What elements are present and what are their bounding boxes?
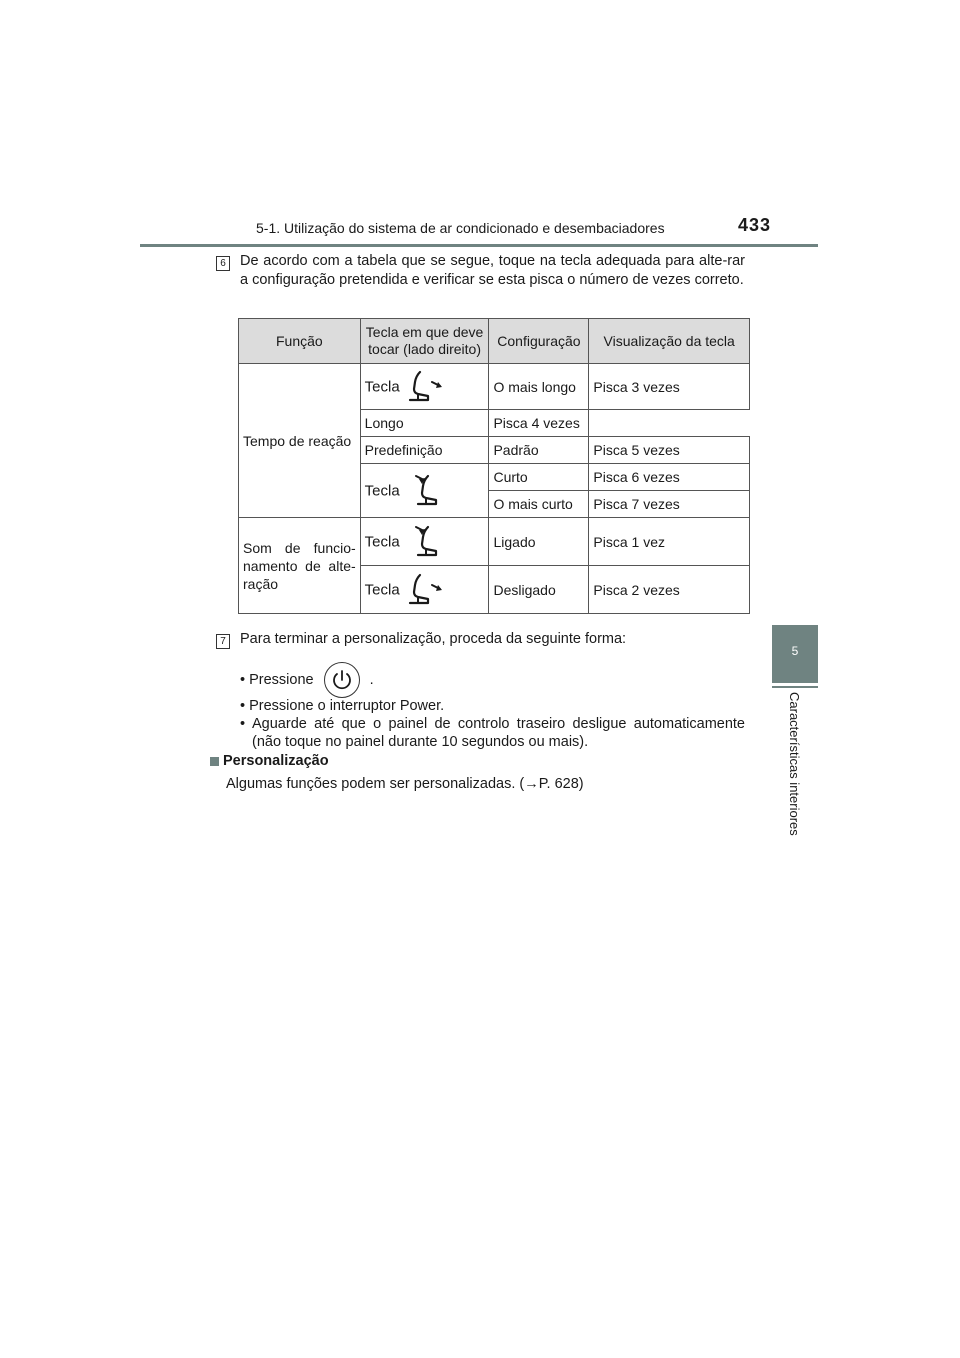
header-rule	[140, 244, 818, 247]
chapter-label: Características interiores	[787, 692, 802, 836]
bullet1-suffix: .	[369, 671, 374, 688]
personalization-heading	[210, 753, 329, 769]
bullet2-text: Pressione o interruptor Power.	[249, 698, 445, 714]
settings-table	[238, 318, 750, 614]
chapter-tab: 5	[772, 625, 818, 683]
setting-cell: O mais longo	[489, 364, 589, 410]
seat-recline-forward-icon	[404, 525, 448, 559]
display-cell: Pisca 5 vezes	[589, 437, 750, 464]
display-cell: Pisca 7 vezes	[589, 491, 750, 518]
bullet-dot: •	[240, 716, 246, 732]
bullet-press-power-button	[240, 662, 745, 698]
table-header-row	[239, 319, 750, 364]
personalization-text	[226, 775, 746, 794]
table-row	[239, 518, 750, 566]
key-preset: Predefinição	[360, 437, 489, 464]
table-row	[239, 364, 750, 410]
key-word: Tecla	[364, 482, 400, 499]
setting-cell: Desligado	[489, 566, 589, 614]
key-seat-recline-forward	[360, 518, 489, 566]
display-cell: Pisca 1 vez	[589, 518, 750, 566]
table-header: Função	[239, 319, 361, 364]
display-cell: Pisca 3 vezes	[589, 364, 750, 410]
table-header: Configuração	[489, 319, 589, 364]
table-header: Visualização da tecla	[589, 319, 750, 364]
step-number-6: 6	[216, 256, 230, 271]
function-operation-sound: Som de funcio-namento de alte-ração	[239, 518, 361, 614]
step6-text: De acordo com a tabela que se segue, toque na tecla adequada para alte-rar a configuração pretendida e verificar se esta pisca o número de vezes correto.	[240, 253, 745, 288]
seat-recline-back-icon	[404, 370, 448, 404]
page-number: 433	[738, 215, 772, 235]
header-title: 5-1. Utilização do sistema de ar condicionado e desembaciadores	[256, 220, 665, 236]
function-reaction-time: Tempo de reação	[239, 364, 361, 518]
setting-cell: Longo	[360, 410, 489, 437]
personalization-heading-text: Personalização	[223, 753, 329, 769]
bullet-dot: •	[240, 698, 250, 714]
key-word: Tecla	[364, 533, 400, 550]
chapter-tab-rule	[772, 686, 818, 688]
step7-text: Para terminar a personalização, proceda da seguinte forma:	[240, 631, 627, 647]
bullet1-prefix: Pressione	[249, 671, 314, 688]
key-seat-recline-forward	[360, 464, 489, 518]
heading-square-icon	[210, 757, 219, 766]
setting-cell: Padrão	[489, 437, 589, 464]
display-cell: Pisca 4 vezes	[489, 410, 589, 437]
setting-cell: O mais curto	[489, 491, 589, 518]
bullet-dot: •	[240, 671, 250, 688]
step-number-7: 7	[216, 634, 230, 649]
power-button-icon	[324, 662, 360, 698]
key-seat-recline-back	[360, 364, 489, 410]
bullet3-text: Aguarde até que o painel de controlo traseiro desligue automaticamente (não toque no painel durante 10 segundos ou mais).	[252, 716, 745, 750]
table-header: Tecla em que deve tocar (lado direito)	[360, 319, 489, 364]
setting-cell: Ligado	[489, 518, 589, 566]
seat-recline-back-icon	[404, 573, 448, 607]
seat-recline-forward-icon	[404, 474, 448, 508]
key-word: Tecla	[364, 581, 400, 598]
display-cell: Pisca 2 vezes	[589, 566, 750, 614]
display-cell: Pisca 6 vezes	[589, 464, 750, 491]
page-reference-link[interactable]: P. 628)	[538, 776, 584, 792]
key-word: Tecla	[364, 378, 400, 395]
arrow-icon: →	[524, 776, 539, 792]
setting-cell: Curto	[489, 464, 589, 491]
bullet-press-power-switch	[240, 697, 745, 715]
bullet-wait-panel-off	[240, 715, 745, 751]
personalization-text-prefix: Algumas funções podem ser personalizadas. (	[226, 776, 525, 792]
key-seat-recline-back	[360, 566, 489, 614]
